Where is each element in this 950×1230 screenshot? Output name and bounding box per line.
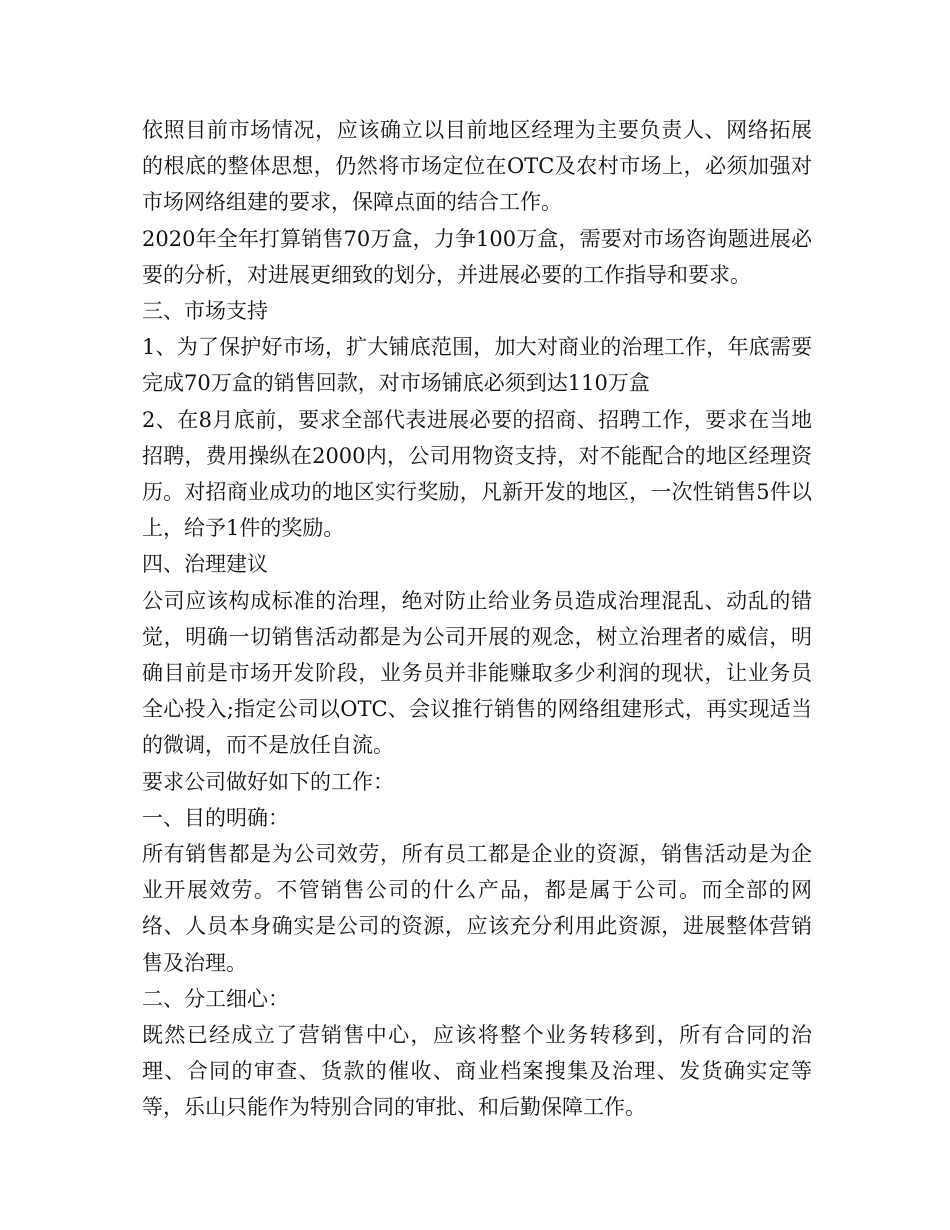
paragraph-support-item-1: 1、为了保护好市场，扩大铺底范围，加大对商业的治理工作，年底需要完成70万盒的销售回款，对市场铺底必须到达110万盒 <box>142 335 812 396</box>
paragraph-sales-target: 2020年全年打算销售70万盒，力争100万盒，需要对市场咨询题进展必要的分析，对进展更细致的划分，并进展必要的工作指导和要求。 <box>142 226 812 287</box>
section-heading-management-advice: 四、治理建议 <box>142 552 268 577</box>
paragraph-division-of-labor: 既然已经成立了营销售中心，应该将整个业务转移到，所有合同的治理、合同的审查、货款的催收、商业档案搜集及治理、发货确实定等等，乐山只能作为特别合同的审批、和后勤保障工作。 <box>142 1023 812 1120</box>
paragraph-clear-goals: 所有销售都是为公司效劳，所有员工都是企业的资源，销售活动是为企业开展效劳。不管销售公司的什么产品，都是属于公司。而全部的网络、人员本身确实是公司的资源，应该充分利用此资源，进展整体营销售及治理。 <box>142 842 812 975</box>
document-body <box>142 112 812 1126</box>
subheading-company-requirements: 要求公司做好如下的工作： <box>142 769 394 794</box>
paragraph-market-positioning: 依照目前市场情况，应该确立以目前地区经理为主要负责人、网络拓展的根底的整体思想，仍然将市场定位在OTC及农村市场上，必须加强对市场网络组建的要求，保障点面的结合工作。 <box>142 118 812 215</box>
subheading-clear-goals: 一、目的明确： <box>142 805 289 830</box>
paragraph-management-standard: 公司应该构成标准的治理，绝对防止给业务员造成治理混乱、动乱的错觉，明确一切销售活动都是为公司开展的观念，树立治理者的威信，明确目前是市场开发阶段，业务员并非能赚取多少利润的现状，让业务员全心投入;指定公司以OTC、会议推行销售的网络组建形式，再实现适当的微调，而不是放任自流。 <box>142 588 812 758</box>
section-heading-market-support: 三、市场支持 <box>142 299 268 324</box>
subheading-division-of-labor: 二、分工细心： <box>142 986 289 1011</box>
paragraph-support-item-2: 2、在8月底前，要求全部代表进展必要的招商、招聘工作，要求在当地招聘，费用操纵在2000内，公司用物资支持，对不能配合的地区经理资历。对招商业成功的地区实行奖励，凡新开发的地区，一次性销售5件以上，给予1件的奖励。 <box>142 407 812 541</box>
